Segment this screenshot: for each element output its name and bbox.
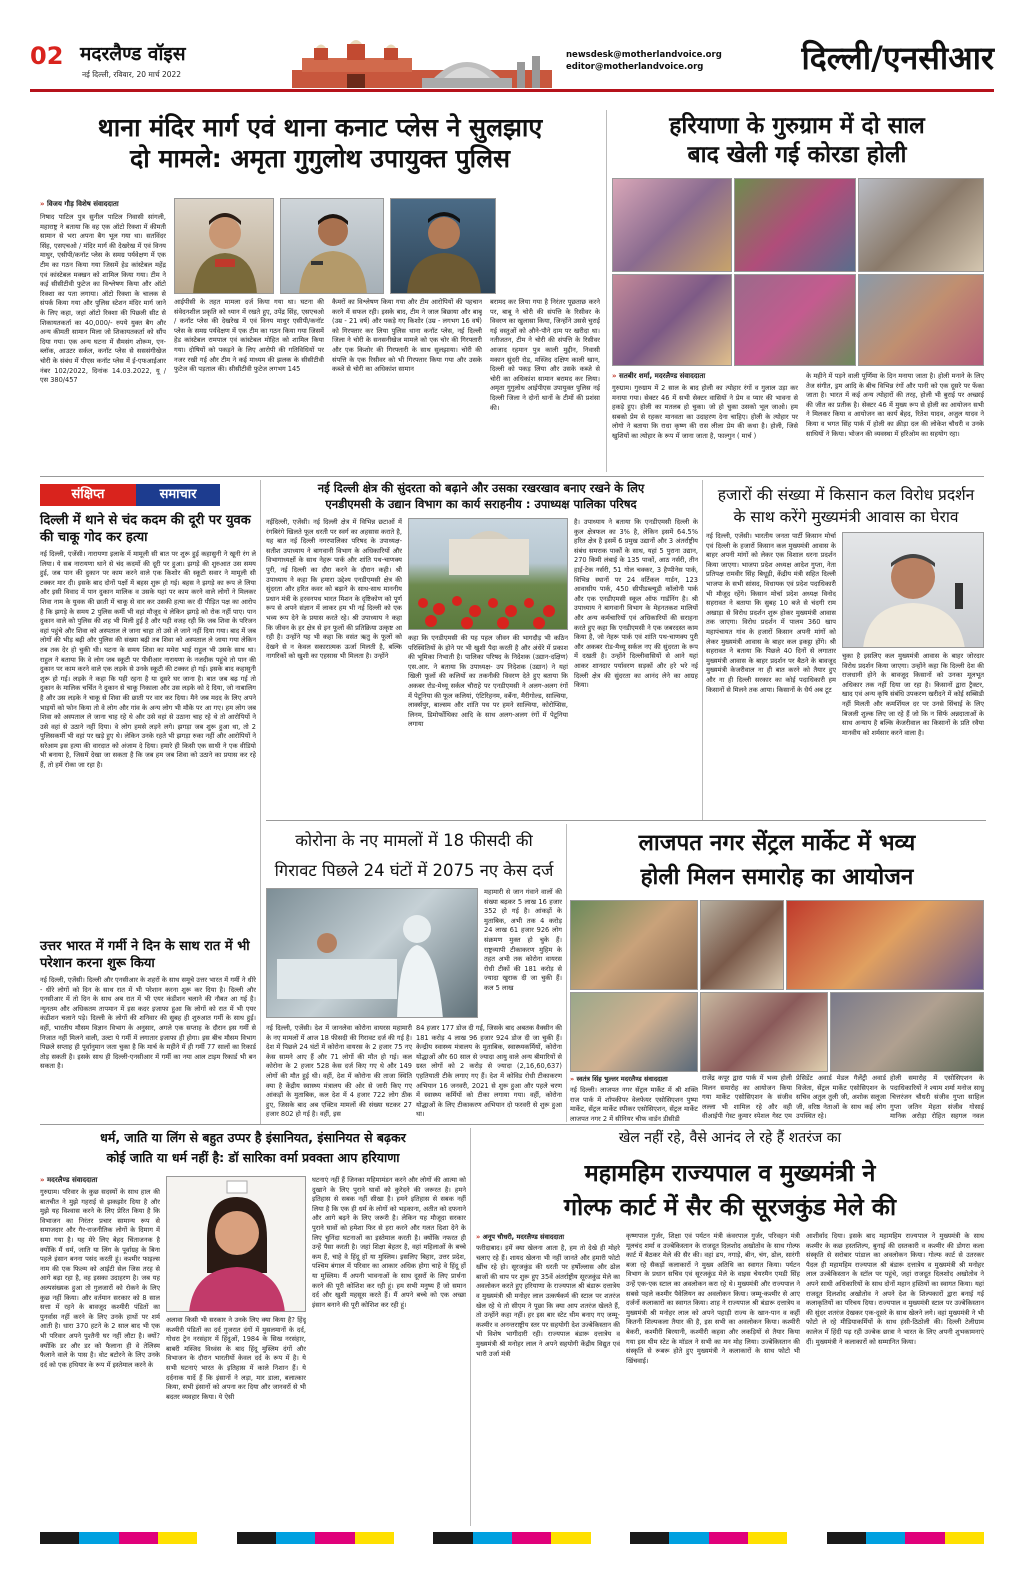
masthead [30,34,994,92]
story8-col3: आशीर्वाद दिया। इसके बाद महामहिम राज्यपाल ने मुख्यमंत्री के साथ कश्मीर के कछ हस्तशिल्प, बुनाई की दस्तकारी व कश्मीर की डोगरा कला संस्कृति से सरोबार पांडाल का अवलोकन किया। गोल्फ कार्ट से उतरकर पैदल ही महामहिम राज्यपाल श्री बंडारू दत्तात्रेय व मुख्यमंत्री श्री मनोहर लाल उज्बेकिस्तान के स्टॉल पर पहुंचे, जहां राजदूत दिलशोद अखोतोव ने अपने साथी अधिकारियों के साथ दोनों महान हस्तियों का स्वागत किया। यहां राजदूत दिलशोद अखोतोव ने अपने देश के शिल्पकारों द्वारा बनाई गई कलाकृतियों का परिचय दिया। राज्यपाल व मुख्यमंत्री स्टाल पर उज्बेकिस्तान की सुंदर शतरंज देखकर एक-दूसरे के साथ खेलने लगे। वहां मुख्यमंत्री ने भी फोटो ले रहे मीडियाकर्मियों के साथ हंसी-ठिठोली की। दिल्ली टेलीग्राम कालेज में हिंदी पढ़ रही उज्बेक छात्रा ने भारत के लिए अपनी शुभकामनाएं दीं। मुख्यमंत्री ने कलाकारों को सम्मानित किया। [806,1232,984,1346]
brief-headline-2: उत्तर भारत में गर्मी ने दिन के साथ रात में भी परेशान करना शुरू किया [40,939,250,971]
story6-headline-line2: होली मिलन समारोह का आयोजन [640,864,914,890]
ndmc-flowers-photo [408,518,568,630]
story5-col1: नई दिल्ली, एजेंसी। देश में जानलेवा कोरोना वायरस महामारी के नए मामलों में आज 18 फीसदी की गिरावट दर्ज की गई है। देश में पिछले 24 घंटों में कोरोना वायरस के 2 हजार 75 नए केस सामने आए हैं और 71 लोगों की मौत हो गई। कल कोरोना के 2 हजार 528 केस दर्ज किए गए थे और 149 लोगों की मौत हुई थी। वहीं, देश में कोरोना की ताजा स्थिति क्या है केंद्रीय स्वास्थ्य मंत्रालय की ओर से जारी किए गए आंकड़ों के मुताबिक, कल देश में 4 हजार 722 लोग ठीक हुए, जिसके बाद अब एक्टिव मामलों की संख्या घटकर 27 हजार 802 हो गई है। वहीं, इस [266,1024,412,1119]
farmer-leader-photo [842,532,984,648]
story8-col1: फरीदाबाद। हमें क्या खेलना आता है, हम तो देखे ही मोहरे चलाए रहे हैं। शायद खेलना भी नहीं जानते और हमारी फोटो खींच रहे हो। सूरजकुंड की धरती पर हर्षोल्लास और ढोल बाजों की थाप पर शुरू हुए 35वें अंतर्राष्ट्रीय सूरजकुंड मेले का अवलोकन करते हुए हरियाणा के राज्यपाल श्री बंडारू दत्तात्रेय व मुख्यमंत्री श्री मनोहर लाल उत्कर्षकर्म की स्टाल पर शतरंज खेल रहे थे तो सीएम ने पूछा कि क्या आप शतरंज खेलते हैं, तो उन्होंने कहा नहीं। हर इस बार स्टेट थीम बनाए गए जम्मू-कश्मीर व अनन्तराष्ट्रीय स्तर पर सहयोगी देश उज्बेकिस्तान की भी विशेष भागीदारी रही। राज्यपाल बंडारू दत्तात्रेय व मुख्यमंत्री श्री मनोहर लाल ने अपने सहयोगी केंद्रीय विद्युत एवं भारी उर्जा मंत्री [476,1244,620,1358]
story7-byline [40,1176,160,1185]
story2-byline [612,372,798,381]
story8-headline [476,1156,984,1224]
brief-body-1: नई दिल्ली, एजेंसी। नारायणा इलाके में मामूली सी बात पर शुरू हुई कहासुनी ने खूनी रंग ले लिया। ये सब नारायणा थाने से चंद कदमों की दूरी पर हुआ। झगड़े की शुरुआत उस समय हुई, जब पान की दुकान पर काम करने वाले एक किशोर की स्कूटी सवार ने मामूली सी टक्कर मार दी। इसके बाद दोनों पक्षों में बहस शुरू हो गई। बहस ने झगड़े का रूप ले लिया और इसी विवाद में पान दुकान मालिक व उसके यहां पर काम करने वाले लोगों ने मिलकर शिवा नाम के युवक की छाती में चाकू से वार कर उसकी हत्या कर दी पीड़ित पक्ष का आरोप है कि झगड़े के समय 2 पुलिस कर्मी भी वहां मौजूद थे लेकिन झगड़े को रोक नहीं पाए। पान दुकान वाले को पुलिस की शह भी मिली हुई है और यही वजह रही कि जब शिवा के परिजन वहां पहुंचे और शिवा को अस्पताल ले जाना चाहा तो उसे ले जाने नहीं दिया गया। बाद में जब लोगों की भीड़ बढ़ी और पुलिस की संख्या बढ़ी तब शिवा को अस्पताल ले जाया गया लेकिन तब तक देर हो चुकी थी। घटना के समय शिवा का ममेरा भाई राहुल भी उसके साथ था। राहुल ने बताया कि वे लोग जब स्कूटी पर पीवीआर नारायणा के नजदीक पहुंचे तो पान की दुकान पर काम करने वाले एक लड़के से उनके स्कूटी की टक्कर हो गई। इसके बाद कहासुनी शुरू हो गई। लड़के ने कहा कि यही रहना है या दूसरे घर जाना है। बात जब बढ़ गई तो दुकान के मालिक चर्चित ने दुकान से चाकू निकाला और उस लड़के को दे दिया, जो नाबालिग है और उस लड़के ने चाकू से शिवा की छाती पर वार कर दिया। मैने जब मदद के लिए अपने भाइयों को फोन किया तो वे लोग और गांव के अन्य लोग भी मौके पर आ गए। हम लोग जब शिवा को अस्पताल ले जाना चाह रहे थे और उसे वहां से उठाना चाह रहे थे तो आरोपियों ने उसे वहां से उठाने नहीं दिया। वे लोग हमसे लड़ने लगे। झगड़ा जब शुरू हुआ था, तो 2 पुलिसकर्मी भी वहां पर खड़े हुए थे। लेकिन उनके रहते भी झगड़ा रुका नहीं और आरोपियों ने सरेआम इस हत्या की वारदात को अंजाम दे दिया। हमारे ही किसी एक साथी ने एक वीडियो भी बनाया है, जिसमें देखा जा सकता है कि जब हम जब शिवा को उठाने का प्रयास कर रहे हैं, तो हमें रोका जा रहा है। [40,550,256,770]
story2-col1: गुरुग्राम। गुरुग्राम में 2 साल के बाद होली का त्योहार रंगों व गुलाल उड़ा कर मनाया गया। सेक्टर 46 में सभी सेक्टर वासियों ने प्रेम व प्यार की भावना से हकड़े हुए। होली का मतलब हो चुका। जो हो चुका उसको भूल जाओ। हम सबको प्रेम से रहकर मानवता का उदाहरण देना चाहिए। होली के त्योहार पर लोगो ने बताया कि राधा कृष्ण की रास लीला प्रेम की कथा है। होली, जिसे खुशियों का त्योहार के रूप में जाना जाता है, फाल्गुन ( मार्च ) [612,384,798,440]
horizontal-divider [40,1124,984,1125]
sarika-verma-photo [166,1176,306,1312]
story8-byline-text: अनूप चौधरी, मदरलैण्ड संवाददाता [482,1233,565,1241]
brief-body-2: नई दिल्ली, एजेंसी। दिल्ली और एनसीआर के शहरों के साथ समूचे उत्तर भारत में गर्मी ने धीरे - धीरे लोगों को दिन के साथ रात में भी परेशान करना शुरू कर दिया है। दिल्ली और एनसीआर में तो दिन के साथ अब रात में भी एयर कंडीशन चलाने की नौबत आ गई है। न्यूनतम और अधिकतम तापमान में इस कदर इजाफा हुआ कि लोगों को रात में भी एयर कंडीशन चलाने पड़े। दिल्ली के लोगों की शनिवार की सुबह ही शुरुआत गर्मी के साथ हुई। वहीं, भारतीय मौसम विज्ञान विभाग के अनुसार, अगले एक सप्ताह के दौरान इस गर्मी से निजात नहीं मिलने वाली, उल्टा ये गर्मी में लगातार इजाफा ही होगा। इस बीच मौसम विभाग पिछले सप्ताह ही पूर्वानुमान जता चुका है कि मार्च के महीने में ही गर्मी 77 सालों का रिकार्ड तोड़ सकती है। इसके साथ ही दिल्ली-एनसीआर में गर्मी का नया आल टाइम रिकार्ड भी बन सकता है। [40,976,256,1071]
story4-col1: नई दिल्ली, एजेंसी। भारतीय जनता पार्टी किसान मोर्चा एवं दिल्ली के हजारों किसान कल मुख्यमंत्री आवास के बाहर अपनी मांगों को लेकर एक विशाल धरना प्रदर्शन किया जाएगा। भाजपा प्रदेश अध्यक्ष आदेश गुप्ता, नेता प्रतिपक्ष रामवीर सिंह बिधूड़ी, केंद्रीय मंत्री सहित दिल्ली भाजपा के सभी सांसद, विधायक एवं प्रदेश पदाधिकारी भी मौजूद रहेंगे। किसान मोर्चा प्रदेश अध्यक्ष विनोद सहरावत ने बताया कि सुबह 10 बजे से चंदगी राम अखाड़ा से विरोध प्रदर्शन शुरू होकर मुख्यमंत्री आवास तक जाएगा। विरोध प्रदर्शन में पालम 360 खाप महापंचायत गांव के हजारों किसान अपनी मांगों को लेकर मुख्यमंत्री आवास के बाहर कल इकट्ठा होंगे। श्री सहरावत ने बताया कि पिछले 40 दिनों से लगातार मुख्यमंत्री आवास के बाहर प्रदर्शन पर बैठने के बावजूद मुख्यमंत्री केजरीवाल ना ही बात करने को तैयार हुए और ना ही दिल्ली सरकार का कोई पदाधिकारी हम किसानों से मिलने तक आया। किसानों के धैर्य अब टूट [706,532,836,694]
police-officer-photo-3 [390,198,496,294]
story1-headline [40,112,600,175]
horizontal-divider [40,476,984,477]
column-divider [702,480,703,820]
story7-byline-text: मदरलैण्ड संवाददाता [46,1176,98,1184]
brief-news-tag [40,484,220,506]
story6-col1: नई दिल्ली। लाजपत नगर सेंट्रल मार्केट में श्री शक्ति राज पार्क में शॉपकीपर वेलफेयर एसोसिएशन पुष्पा मार्केट, सेंट्रल मार्केट स्पीकर एसोसिएशन, सेंट्रल मार्केट लाजपत नगर 2 में सीनियर चीफ वार्डन डीसीडी [570,1086,698,1122]
story1-col4: बरामद कर लिया गया है निरंतर पूछताछ करने पर, बाबू ने चोरी की संपत्ति के रिसीवर के विवरण का खुलासा किया, जिन्होंने उससे चुराई गई वस्तुओं को औने-पौने दाम पर खरीदा था। नतीजतन, टीम ने चोरी की संपत्ति के रिसीवर आजाद रहमान पुत्र काली मुद्दीन, निवासी मकान सुंदरी रोड, मस्जिद दक्षिण काली खान, दिल्ली को पकड़ लिया और उसके कब्जे से चोरी का अधिकांश सामान बरामद कर लिया। अमृता गुगुलोथ आईपीएस उपायुक्त पुलिस नई दिल्ली जिला ने दोनों थानों के टीमों की प्रशंसा की। [490,298,600,412]
story8-byline [476,1232,620,1241]
masthead-illustration [292,36,552,88]
story6-col3: प्रेसिडेंट अवार्ड मेडल गैलेंट्री अवार्ड विजेता, सेंट्रल मार्केट एसोसिएशन के सचिव अतुल तुली जी, अशोक सलूजा जी, वरिष्ठ नेताओं के साथ कई लोग उपस्थित रहे। [796,1074,886,1121]
police-officer-photo-1 [174,198,274,294]
chess-kicker: खेल नहीं रहे, वैसे आनंद ले रहे हैं शतरंज का [618,1130,842,1146]
newsdesk-email[interactable]: newsdesk@motherlandvoice.org [566,50,722,60]
column-divider [470,1128,471,1526]
byline-arrow-icon: » [40,1176,47,1184]
story7-headline [40,1128,466,1168]
story5-headline [266,826,562,886]
page-number: 02 [30,42,64,70]
holi-photo-2 [734,178,856,272]
story5-headline-line2: गिरावट पिछले 24 घंटों में 2075 नए केस दर्ज [274,861,554,880]
story6-col4: होली समारोह में एसोसिएशन के पदाधिकारियों ने श्याम शर्मा मनोज साधु चित्तरंजन चौधरी संजीव गुप्ता साहिल गुप्ता जतिन मेहता संजीव गोसाई मानिक अरोड़ा रोहित सहगल नवल [890,1074,984,1121]
story2-headline-line2: बाद खेली गई कोरडा होली [687,141,907,168]
story2-byline-text: सतबीर शर्मा, मदरलैण्ड संवाददाता [618,372,706,380]
story4-col2: चुका है इसलिए कल मुख्यमंत्री आवास के बाहर जोरदार विरोध प्रदर्शन किया जाएगा। उन्होंने कहा कि दिल्ली देश की राजधानी होने के बावजूद किसानों को उनका मूलभूत अधिकार तक नहीं दिया जा रहा है। किसानों द्वारा ट्रैक्टर, खाद एवं अन्य कृषि संबंधि उपकरण खरीदने में कोई सब्सिडी नहीं मिलती और कमर्शियल दर पर उनसे सिंचाई के लिए बिजली शुल्क लिए जा रहे हैं जो कि न सिर्फ अन्नदाताओं के साथ अन्याय है बल्कि केजरीवाल का किसानों के प्रति रवैया मानवीय को शर्मसार करने वाला है। [842,652,984,737]
story6-headline [570,826,984,894]
column-divider [606,110,607,472]
story4-headline-line2: के साथ करेंगे मुख्यमंत्री आवास का घेराव [733,508,959,526]
story4-headline-line1: हजारों की संख्या में किसान कल विरोध प्रदर्शन [717,486,975,504]
story8-headline-line1: महामहिम राज्यपाल व मुख्यमंत्री ने [584,1159,876,1187]
story3-headline-line1: नई दिल्ली क्षेत्र की सुंदरता को बढ़ाने और उसका रखरखाव बनाए रखने के लिए [317,481,645,495]
holi-milan-photo-4 [570,992,698,1072]
holi-milan-photo-1 [570,900,698,990]
story1-headline-line1: थाना मंदिर मार्ग एवं थाना कनाट प्लेस ने सुलझाए [97,113,543,142]
paper-name: मदरलैण्ड वॉइस [80,43,186,65]
story6-byline [570,1074,698,1083]
story1-col3: कैमरों का विश्लेषण किया गया और टीम आरोपियों की पहचान करने में सफल रही। इसके बाद, टीम ने जाल बिछाया और बाबू (उम्र - 21 वर्ष) और पकड़े गए किशोर (उम्र - लगभग 16 वर्ष) को गिरफ्तार कर लिया पुलिस थाना कनॉट प्लेस, नई दिल्ली जिला ने चोरी के सनसनीखेज मामले को एक चोर की गिरफ्तारी और एक किशोर की गिरफ्तारी के साथ सुलझाया। चोरी की संपत्ति के एक रिसीवर को भी गिरफ्तार किया गया और उसके कब्जे से चोरी का अधिकांश सामान [332,298,482,374]
brief-tag-part1: संक्षिप्त [40,484,136,506]
story1-headline-line2: दो मामले: अमृता गुगुलोथ उपायुक्त पुलिस [130,144,510,174]
holi-photo-4 [612,274,732,366]
story3-headline [266,480,696,512]
editor-email[interactable]: editor@motherlandvoice.org [566,62,704,72]
story7-col2: अलावा किसी भी सरकार ने उनके लिए क्या किया है? हिंदू कश्मीरी पंडितों का दर्द गुजरात दंगों में मुसलमानों के दर्द, गोधरा ट्रेन नरसंहार में हिंदुओं, 1984 के सिख नरसंहार, बाबरी मस्जिद विध्वंस के बाद हिंदू मुस्लिम दंगों और विभाजन के दौरान भारतीयों केवल दर्द के रूप में है। ये सभी घटनाएं भारत के इतिहास में काले निशान हैं। ये दर्दनाक यादें हैं कि इंसानों ने लड़ा, मार डाला, बलात्कार किया, सभी इंसानों को अपना कर दिया और जानवरों से भी बदतर व्यवहार किया। ये ऐसी [166,1316,306,1401]
story5-col2: 84 हजार 177 डोज दी गईं, जिसके बाद अबतक वैक्सीन की 181 करोड़ 4 लाख 96 हजार 924 डोज दी जा चुकी हैं। केन्द्रीय स्वास्थ्य मंत्रालय के मुताबिक, स्वास्थ्यकर्मियों, कोरोना योद्धाओं और 60 साल से ज्यादा आयु वाले अन्य बीमारियों से ग्रस्त लोगों को 2 करोड़ से ज्यादा (2,16,60,637) एहतियाती टीके लगाए गए हैं। देश में कोविड रोधी टीकाकरण अभियान 16 जनवरी, 2021 से शुरू हुआ और पहले चरण में स्वास्थ्य कर्मियों को टीका लगाया गया। वहीं, कोरोना योद्धाओं के लिए टीकाकरण अभियान दो फरवरी से शुरू हुआ था। [416,1024,562,1119]
holi-photo-5 [734,274,856,366]
holi-milan-photo-5 [700,992,828,1072]
story1-byline [40,200,170,209]
column-divider [566,824,567,1122]
byline-arrow-icon: » [40,200,47,208]
story3-col2: कहा कि एनडीएमसी की यह पहल जीवन की भागदौड़ भी कठिन परिस्थितियों के होने पर भी खुशी पैदा करती है और अंधेरे में प्रकाश की भूमिका निभाती है। पालिका परिषद के निदेशक (उद्यान-दक्षिण) एस.आर. ने बताया कि उपाध्यक्ष- उप निदेशक (उद्यान) ने यहां खिली फूलों की कलियों का तकनीकी विवरण देते हुए बताया कि अकबर रोड-मेथ्यू सर्कल चौराहे पर एनडीएमसी ने अलग-अलग रंगों में पेटूनिया की फूल कलियां, एंटिरिहनम, वर्बेना, मैरीगोल्ड, साल्विया, लार्क्सपुर, बाल्सम और शांति पथ पर हमने साल्विया, कोरोप्सिस, लिनम, डिमोर्फोथिका आदि के साथ अलग-अलग रंगों में पेटूनिया लगाया [408,634,568,729]
holi-photo-1 [612,178,732,272]
section-title: दिल्ली/एनसीआर [801,39,994,77]
byline-arrow-icon: » [570,1075,577,1083]
column-divider [260,480,261,1124]
story6-col2: राजेंद्र कपूर द्वारा पार्क में भव्य होली मिलन समारोह का आयोजन किया गया मार्केट एसोसिएशन के संजीव लल्ला भी शामिल रहे और वही वीआईपी गेस्ट कुमार स्पेशल गेस्ट एम [702,1074,792,1121]
story8-col2: कृष्णपाल गुर्जर, शिक्षा एवं पर्यटन मंत्री कंवरपाल गुर्जर, परिवहन मंत्री मूलचंद शर्मा व उज्बेकिस्तान के राजदूत दिलशोद अखोतोव के साथ गोल्फ कार्ट में बैठकर मेले की सैर की। वहां ढप, नगाड़े, बीन, चंग, ढोल, सारंगी बजा रहे सैकड़ों कलाकारों ने मुख्य अतिथि का स्वागत किया। पर्यटन विभाग के प्रधान सचिव एवं सूरजकुंड मेले के वाइस चेयरमैन एमडी सिंह उन्हें एक-एक स्टाल का अवलोकन करा रहे थे। मुख्यमंत्री और राज्यपाल ने सबसे पहले कश्मीर पैवेलियन का अवलोकन किया। जम्मू-कश्मीर से आए दर्जनों कलाकारों का स्वागत किया। शाह ने राज्यपाल श्री बंडारू दत्तात्रेय व मुख्यमंत्री श्री मनोहर लाल को अपने पहाड़ी राज्य के खान-पान व कहीं कितनी शिल्पकला तैयार की है, इस सभी का अवलोकन किया। कश्मीरी बेकरी, कश्मीरी बिरयानी, कश्मीरी कहवा और लकड़ियों से तैयार किया गया इस थीम स्टेट के मॉडल ने सभी का मन मोह लिया। उज्बेकिस्तान की संस्कृति से रूबरू होते हुए मुख्यमंत्री ने कलाकारों के साथ फोटो भी खिंचवाई। [626,1232,800,1365]
story2-col2: के महीने में पड़ने वाली पूर्णिमा के दिन मनाया जाता है। होली मनाने के लिए तेज संगीत, ड्रम आदि के बीच विभिन्न रंगों और पानी को एक दूसरे पर फेंका जाता है। भारत में कई अन्य त्योहारों की तरह, होली भी बुराई पर अच्छाई की जीत का प्रतीक है। सेक्टर 46 में मुख्य रूप से होली का आयोजन सभी ने मिलकर किया व आयोजन का कार्य बेहद, रितेश यादव, अजुल यादव ने किया व भगत सिंह पार्क में होली का क्रीड़ा दल की लोकेश चौधरी व उनके साथियों ने किया। भोजन की व्यवस्था में हरिओम का सहयोग रहा। [806,372,984,438]
story2-headline-line1: हरियाणा के गुरुग्राम में दो साल [669,113,925,139]
story3-headline-line2: एनडीएमसी के उद्यान विभाग का कार्य सराहनीय : उपाध्यक्ष पालिका परिषद [325,497,637,511]
police-officer-photo-2 [280,198,384,294]
story6-byline-text: स्वतंत्र सिंह भुल्लर मदरलैण्ड संवाददाता [576,1075,668,1083]
story3-col1: नईदिल्ली, एजेंसी। नई दिल्ली क्षेत्र में विभिन्न छटाओं में रंगबिरंगे खिलते फूल धरती पर स्वर्ग का अहसास कराते है, यह बात नई दिल्ली नगरपालिका परिषद के उपाध्यक्ष- सतीश उपाध्याय ने बागवानी विभाग के अधिकारियों और विभागाध्यक्षों के साथ नेहरू पार्क और शांति पथ-चाणक्य पुरी, नई दिल्ली का दौरा करने के दौरान कही। श्री उपाध्याय ने कहा कि हमारा उद्देश्य एनडीएमसी क्षेत्र की सुंदरता और हरित कवर को बढ़ाने के साथ-साथ माननीय प्रधान मंत्री के हरवनपथ भारत मिशन के दृष्टिकोण को पूर्ण रूप से अपने संज्ञान में लाकर हम भी नई दिल्ली को एक भव्य रूप देने के प्रयास करते रहे। श्री उपाध्याय ने कहा कि जीवन के हर क्षेत्र से इन फूलों की प्रतिक्रिया उत्कृष्ट आ रही है। उन्होंने यह भी कहा कि वसंत ऋतु के फूलों को देखने से न केवल सकारात्मक ऊर्जा मिलती है, बल्कि नागरिकों को खुशी का एहसास भी मिलता है। उन्होंने [266,518,402,661]
story2-headline [612,112,982,170]
story6-headline-line1: लाजपत नगर सेंट्रल मार्केट में भव्य [638,830,916,856]
holi-milan-photo-3 [786,900,984,990]
covid-hospital-photo [266,888,478,1018]
holi-milan-photo-6 [830,992,984,1072]
holi-photo-3 [858,178,984,272]
story5-headline-line1: कोरोना के नए मामलों में 18 फीसदी की [295,831,533,850]
story1-col2: आईपीसी के तहत मामला दर्ज किया गया था। घटना की संवेदनशील प्रकृति को ध्यान में रखते हुए, उपेंद्र सिंह, एसएचओ / कनॉट प्लेस की देखरेख में एवं विनय माथुर एसीपी/कनॉट प्लेस के समग्र पर्यवेक्षण में एक टीम का गठन किया गया जिसमें हेड कांस्टेबल रामपाल एवं कांस्टेबल मोहित को शामिल किया गया। दोषियों को पकड़ने के लिए आरोपी की गतिविधियों पर नजर रखी गई और टीम ने कई माध्यम की झलक के सीसीटीवी फुटेज की पड़ताल की। सीसीटीवी फुटेज लगभग 145 [174,298,324,374]
story3-col3: है। उपाध्याय ने बताया कि एनडीएमसी दिल्ली के कुल क्षेत्रफल का 3% है, लेकिन इसमें 64.5% हरित क्षेत्र है इसमें 6 प्रमुख उद्यानों और 3 अंतर्राष्ट्रीय संबंध समराक पार्कों के साथ, यहां 5 पुराना उद्यान, 270 किमी लंबाई के 135 पाकों, आठ नर्सरी, तीन हाई-टेक नर्सरी, 51 गोल चक्कर, 3 हैप्पीनेस पार्क, विभिन्न स्थानों पर 24 वर्टिकल गार्डन, 123 आवासीय पार्क, 450 सीपीडब्ल्यूडी कॉलोनी पार्क और एक एनडीएमसी स्कूल ऑफ गार्डनिंग है। श्री उपाध्याय ने बागवानी विभाग के मेहनतकश मालियों और अन्य कर्मचारियों एवं अधिकारियों की सराहना करते हुए कहा कि एनडीएमसी ने एक जबरदस्त काम किया है, जो नेहरू पार्क एवं शांति पथ-चाणक्य पुरी और अकबर रोड-मैथ्यू सर्कल नए की सुंदरता के रूप में दखती है। उन्होंने दिल्लीवासियों से आने यहां आकर शानदार पर्यावरण सड़कों और हरे भरे नई दिल्ली क्षेत्र की सुंदरता का आनंद लेने का आग्रह किया। [574,518,698,690]
holi-photo-6 [858,274,984,366]
story4-headline [706,484,986,528]
byline-arrow-icon: » [476,1233,483,1241]
story7-headline-line2: कोई जाति या धर्म नहीं है: डॉ सारिका वर्मा प्रवक्ता आप हरियाणा [106,1150,400,1165]
brief-tag-part2: समाचार [136,484,220,506]
story8-headline-line2: गोल्फ कार्ट में सैर की सूरजकुंड मेले की [563,1193,897,1221]
story7-headline-line1: धर्म, जाति या लिंग से बहुत उप्पर है इंसानियत, इंसानियत से बढ़कर [100,1130,406,1145]
holi-milan-photo-2 [700,900,784,990]
story1-byline-text: विजय गौड़ विशेष संवाददाता [46,200,119,208]
byline-arrow-icon: » [612,372,619,380]
story1-col1: निषाद पाटिल पुत्र सुनील पाटिल निवासी सांगली, महाराष्ट्र ने बताया कि वह एक ऑटो रिक्शा में कीमती सामान से भरा अपना बैग भूल गया था। सतविंदर सिंह, एसएचओ / मंदिर मार्ग की देखरेख में एवं विनय माथुर, एसीपी/कनॉट प्लेस के समग्र पर्यवेक्षण में एक टीम का गठन किया गया जिसमें हेड कांस्टेबल महेंद्र एवं कांस्टेबल मक्खन को शामिल किया गया। टीम ने कई सीसीटीवी फुटेज का विश्लेषण किया और ऑटो रिक्शा का पता लगाया। ऑटो रिक्शा के चालक से संपर्क किया गया और पुलिस स्टेशन मंदिर मार्ग जाने के लिए कहा, जहां ऑटो रिक्शा की पिछली सीट से शिकायतकर्ता का 40,000/- रुपये युक्त बैग और अन्य कीमती सामान मिला जो शिकायतकर्ता को सौंप दिया गया। एक अन्य घटना में सैमसंग शोरूम, एन-ब्लॉक, आउटर सर्कल, कनॉट प्लेस से सससंगीखेज चोरी के संबंध में पीएस कनॉट प्लेस में ई-एफआईआर नंबर 102/2022, दिनांक 14.03.2022, यू / एस 380/457 [40,213,166,385]
color-registration-bar [40,1532,984,1544]
brief-headline-1: दिल्ली में थाने से चंद कदम की दूरी पर युवक की चाकू गोद कर हत्या [40,513,251,545]
story7-col3: घटनाएं नहीं हैं जिनका महिमामंडन करने और लोगों की आत्मा को दुखाने के लिए पुराने घावों को कुरेदने की जरूरत है। हमने इतिहास से सबक नहीं सीखा है। हमने इतिहास से सबक नहीं लिया है कि एक ही धर्म के लोगों को भड़काना, अतीत को दफनाने और आगे बढ़ने के लिए जरूरी है। लेकिन यह मौजूदा सरकार पुराने घावों को हमेशा फिर से हरा करने और गलत दिशा देने के लिए चुनिंदा घटनाओं का इस्तेमाल करती है। क्योंकि नफरत ही उन्हें पैसा करती है। जहां शिक्षा बेहतर है, वहां महिलाओं के बच्चे कम हैं, चाहे वे हिंदू हों या मुस्लिम। इसलिए बिहार, उत्तर प्रदेश, पश्चिम बंगाल में परिवार का आकार अधिक होगा चाहे वे हिंदू हों या मुस्लिम। मैं अपनी भावनाओं के साथ दूसरों के लिए प्रार्थना करने की पूरी कोशिश कर रही हूं। हम सभी मनुष्य हैं जो समान दर्द और खुशी महसूस करते हैं। मैं अपने बच्चे को एक अच्छा इंसान बनाने की पूरी कोशिश कर रही हूं। [312,1176,466,1309]
story7-col1: गुरुग्राम। परिवार के कुछ सदस्यों के साथ हाल की बातचीत ने मुझे गहराई से झकझोर दिया है और मुझे यह विश्वास करने के लिए प्रेरित किया है कि विभाजन का निरंतर प्रचार सामान्य रूप से समाजदार और गैर-राजनीतिक लोगों के दिमाग में समा गया है। यह मेरे लिए बेहद चिंताजनक है क्योंकि मैं धर्म, जाति या लिंग के पूर्वाग्रह के बिना पहले इंसान बनना पसंद करती हूं। कश्मीर फाइल्स नाम की एक फिल्म को आईटी सेल जिस तरह से आगे बढ़ा रहा है, वह इसका उदाहरण है। जब यह अल्पसंख्यक हुआ तो गुलजारों को रोकने के लिए कुछ नहीं किया। और वर्तमान सरकार को 8 साल सत्ता में रहने के बावजूद कश्मीरी पंडितों का पुनर्वास नहीं करने के लिए उनके हाथों पर शर्म आती है। धारा 370 हटने के 2 साल बाद भी एक भी परिवार अपने पुश्तैनी घर नहीं लौटा है। क्यों? क्योंकि डर और डर को फैलाना ही वे तेलिस्म फैलाने वाले के पास है। वोट बटोरने के लिए उनके दर्द को एक हथियार के रूप में इस्तेमाल करने के [40,1188,160,1369]
story5-side: महामारी से जान गंवाने वालों की संख्या बढ़कर 5 लाख 16 हजार 352 हो गई है। आंकड़ों के मुताबिक, अभी तक 4 करोड़ 24 लाख 61 हजार 926 लोग संक्रमण मुक्त हो चुके हैं। राष्ट्रव्यापी टीकाकरण मुहिम के तहत अभी तक कोरोना वायरस रोधी टीकों की 181 करोड़ से ज्यादा खुराक दी जा चुकी हैं। कल 5 लाख [484,888,562,992]
horizontal-divider [266,820,986,821]
dateline: नई दिल्ली, रविवार, 20 मार्च 2022 [82,70,182,79]
